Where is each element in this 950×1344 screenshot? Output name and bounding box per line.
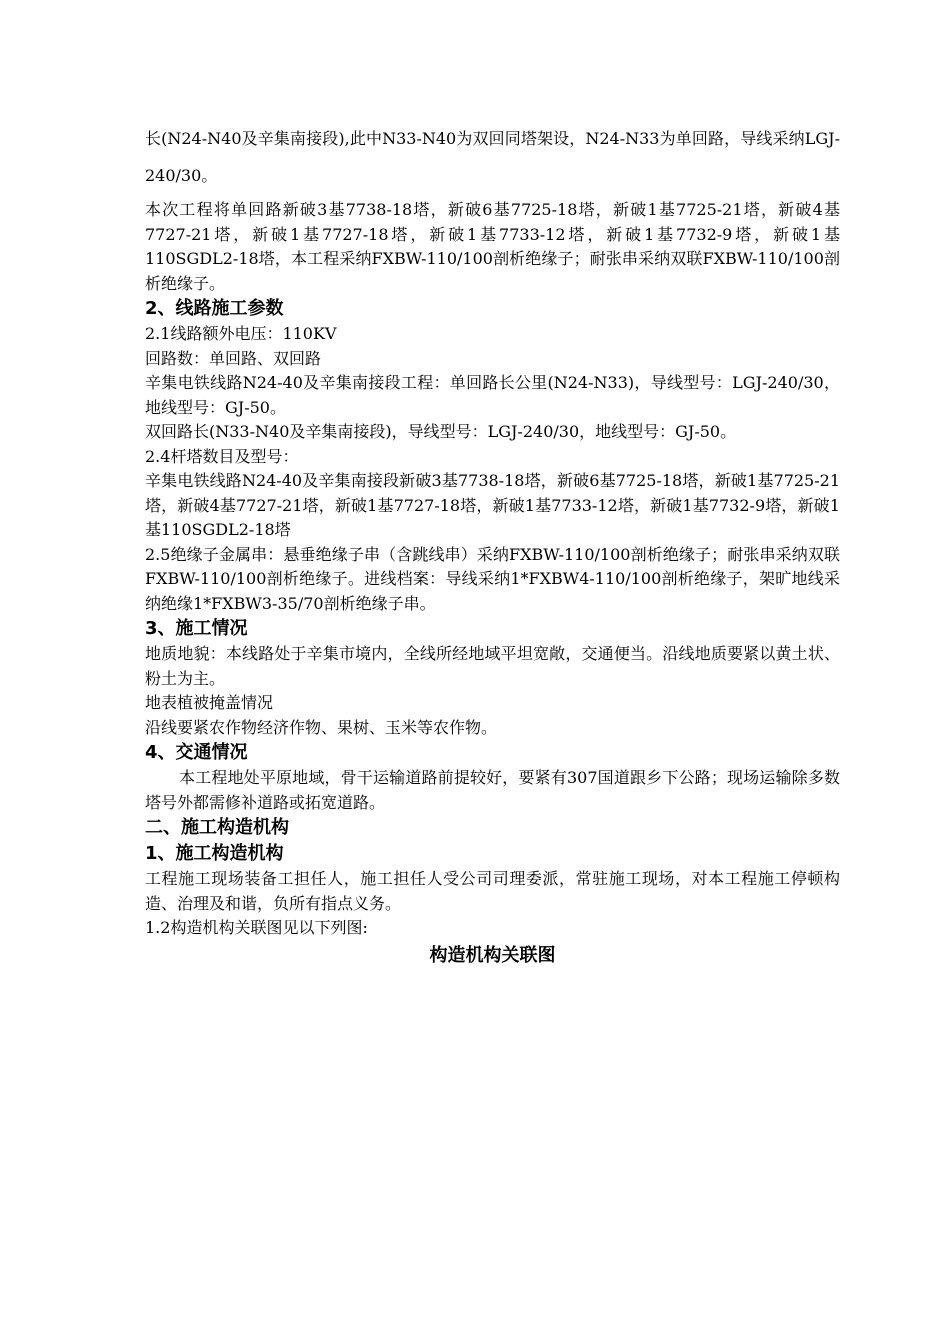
tower-text: 辛集电铁线路N24-40及辛集南接段新破3基7738-18塔，新破6基7725-18塔，新破1基7725-21塔，新破4基7727-21塔，新破1基7727-18塔，新破1基7733-12塔，新破1基7732-9塔，新破1基110SGDL2-18塔: [145, 471, 840, 539]
part2-subheading: 1、施工构造机构: [145, 843, 284, 864]
figure-title: 构造机构关联图: [429, 944, 556, 966]
geology-text: 地质地貌：本线路处于辛集市境内，全线所经地域平坦宽敞，交通便当。沿线地质要紧以黄土状、粉土为主。: [145, 644, 840, 688]
insulator-text: 2.5绝缘子金属串：悬垂绝缘子串（含跳线串）采纳FXBW-110/100剖析绝缘子；耐张串采纳双联FXBW-110/100剖析绝缘子。进线档案：导线采纳1*FXBW4-110/100剖析绝缘子，架旷地线采纳绝缘1*FXBW3-35/70剖析绝缘子串。: [145, 544, 840, 613]
section2-heading: 2、线路施工参数: [145, 298, 284, 319]
double-line-text: 双回路长(N33-N40及辛集南接段)，导线型号：LGJ-240/30，地线型号：GJ-50。: [145, 422, 737, 441]
voltage-text: 2.1线路额外电压：110KV: [145, 324, 337, 343]
tower-heading: 2.4杆塔数目及型号：: [145, 446, 299, 466]
part2-heading: 二、施工构造机构: [145, 817, 289, 838]
vegetation-text: 沿线要紧农作物经济作物、果树、玉米等农作物。: [145, 717, 498, 737]
circuits-text: 回路数：单回路、双回路: [145, 348, 322, 368]
section4-heading: 4、交通情况: [145, 742, 248, 763]
intro-paragraph-2: 本次工程将单回路新破3基7738-18塔，新破6基7725-18塔，新破1基7725-21塔，新破4基7727-21塔，新破1基7727-18塔，新破1基7733-12塔，新破1基7732-9塔，新破1基110SGDL2-18塔，本工程采纳FXBW-110/100剖析绝缘子；耐张串采纳双联FXBW-110/100剖析绝缘子。: [145, 200, 840, 293]
intro-paragraph-1: 长(N24-N40及辛集南接段),此中N33-N40为双回同塔架设，N24-N33为单回路，导线采纳LGJ-240/30。: [145, 129, 840, 185]
single-line-text: 辛集电铁线路N24-40及辛集南接段工程：单回路长公里(N24-N33)，导线型号：LGJ-240/30，地线型号：GJ-50。: [145, 373, 840, 417]
vegetation-heading: 地表植被掩盖情况: [145, 693, 274, 712]
document-page: [145, 120, 840, 971]
traffic-text: 本工程地处平原地域，骨干运输道路前提较好，要紧有307国道跟乡下公路；现场运输除多数塔号外都需修补道路或拓宽道路。: [145, 768, 840, 812]
section3-heading: 3、施工情况: [145, 618, 248, 639]
figure-reference: 1.2构造机构关联图见以下列图:: [145, 918, 368, 937]
organization-text: 工程施工现场装备工担任人，施工担任人受公司司理委派，常驻施工现场，对本工程施工停顿构造、治理及和谐，负所有指点义务。: [145, 869, 840, 913]
